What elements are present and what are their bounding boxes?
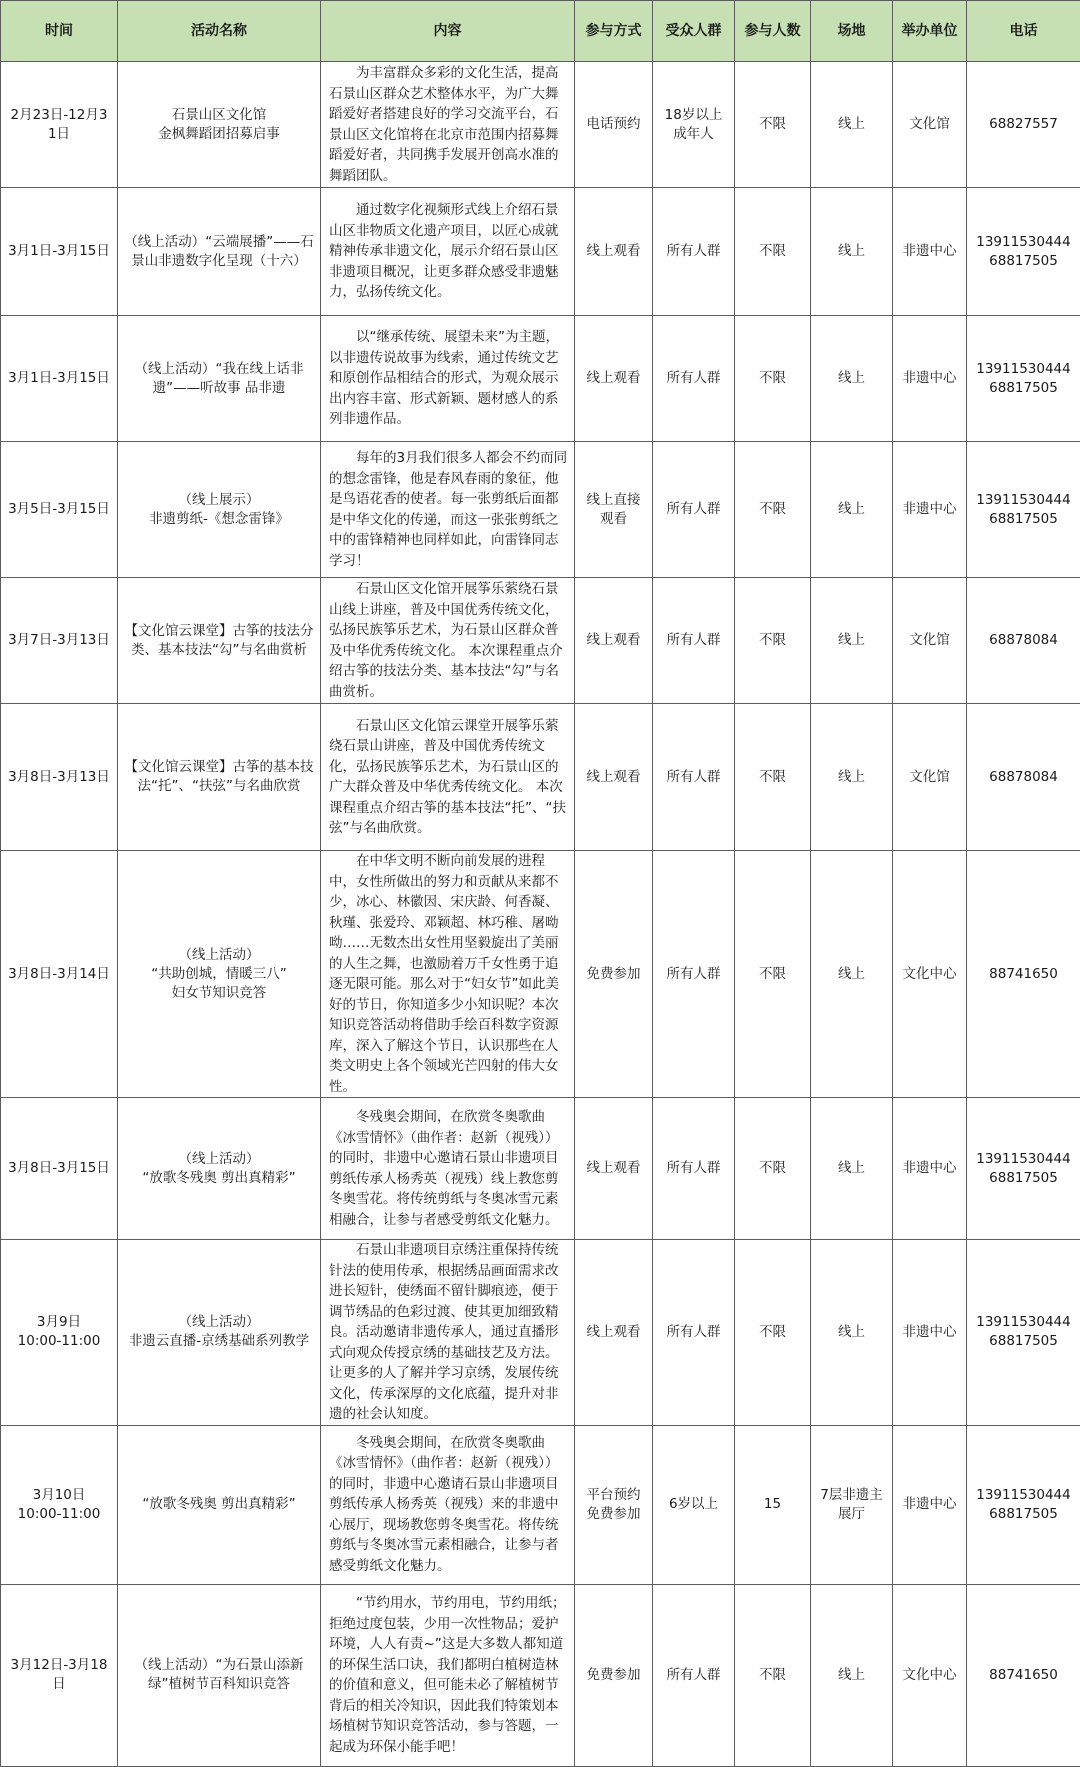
cell-mode: 线上观看 (575, 578, 653, 704)
cell-venue: 线上 (811, 851, 893, 1098)
cell-name: 石景山区文化馆 金枫舞蹈团招募启事 (118, 62, 321, 188)
cell-audience: 所有人群 (653, 1584, 735, 1766)
col-header-phone: 电话 (967, 1, 1080, 62)
cell-mode: 电话预约 (575, 62, 653, 188)
cell-audience: 所有人群 (653, 1098, 735, 1240)
cell-audience: 所有人群 (653, 1240, 735, 1426)
cell-time: 3月7日-3月13日 (1, 578, 118, 704)
cell-time: 3月10日 10:00-11:00 (1, 1425, 118, 1584)
cell-content: 冬残奥会期间，在欣赏冬奥歌曲《冰雪情怀》（曲作者：赵新（视残））的同时，非遗中心邀请石景山非遗项目剪纸传承人杨秀英（视残）线上教您剪冬奥雪花。将传统剪纸与冬奥冰雪元素相融合，让参与者感受剪纸文化魅力。 (321, 1098, 575, 1240)
cell-mode: 线上观看 (575, 316, 653, 442)
cell-content: 在中华文明不断向前发展的进程中，女性所做出的努力和贡献从来都不少，冰心、林徽因、宋庆龄、何香凝、秋瑾、张爱玲、邓颖超、林巧稚、屠呦呦……无数杰出女性用坚毅旋出了美丽的人生之舞，也激励着万千女性勇于追逐无限可能。那么对于“妇女节”如此美好的节日，你知道多少小知识呢？本次知识竞答活动将借助手绘百科数字资源库，深入了解这个节日，认识那些在人类文明史上各个领域光芒四射的伟大女性。 (321, 851, 575, 1098)
header-row (1, 1, 1080, 62)
col-header-mode: 参与方式 (575, 1, 653, 62)
cell-mode: 线上观看 (575, 1098, 653, 1240)
col-header-venue: 场地 (811, 1, 893, 62)
cell-phone: 13911530444 68817505 (967, 1425, 1080, 1584)
cell-mode: 免费参加 (575, 851, 653, 1098)
cell-audience: 所有人群 (653, 188, 735, 316)
cell-content: 每年的3月我们很多人都会不约而同的想念雷锋，他是春风春雨的象征，他是鸟语花香的使者。每一张剪纸后面都是中华文化的传递，而这一张张剪纸之中的雷锋精神也同样如此，向雷锋同志学习！ (321, 442, 575, 578)
cell-name: （线上活动） “放歌冬残奥 剪出真精彩” (118, 1098, 321, 1240)
cell-time: 3月1日-3月15日 (1, 316, 118, 442)
cell-count: 不限 (735, 704, 811, 851)
cell-audience: 所有人群 (653, 316, 735, 442)
cell-content: 通过数字化视频形式线上介绍石景山区非物质文化遗产项目，以匠心成就精神传承非遗文化，展示介绍石景山区非遗项目概况，让更多群众感受非遗魅力，弘扬传统文化。 (321, 188, 575, 316)
cell-count: 不限 (735, 1240, 811, 1426)
cell-host: 文化馆 (893, 62, 967, 188)
cell-phone: 88741650 (967, 1584, 1080, 1766)
cell-count: 不限 (735, 442, 811, 578)
cell-audience: 所有人群 (653, 442, 735, 578)
table-row (1, 62, 1080, 188)
cell-phone: 13911530444 68817505 (967, 1240, 1080, 1426)
cell-time: 3月9日 10:00-11:00 (1, 1240, 118, 1426)
col-header-count: 参与人数 (735, 1, 811, 62)
table-row (1, 1240, 1080, 1426)
cell-time: 3月12日-3月18日 (1, 1584, 118, 1766)
cell-count: 不限 (735, 62, 811, 188)
cell-mode: 免费参加 (575, 1584, 653, 1766)
cell-venue: 线上 (811, 188, 893, 316)
cell-venue: 线上 (811, 316, 893, 442)
cell-count: 不限 (735, 1584, 811, 1766)
cell-name: （线上活动）“我在线上话非遗”——听故事 品非遗 (118, 316, 321, 442)
cell-content: 石景山区文化馆开展筝乐萦绕石景山线上讲座，普及中国优秀传统文化，弘扬民族筝乐艺术，为石景山区群众普及中华优秀传统文化。 本次课程重点介绍古筝的技法分类、基本技法“勾”与名曲赏析。 (321, 578, 575, 704)
cell-host: 文化中心 (893, 1584, 967, 1766)
cell-name: （线上展示） 非遗剪纸-《想念雷锋》 (118, 442, 321, 578)
cell-content: 以“继承传统、展望未来”为主题，以非遗传说故事为线索，通过传统文艺和原创作品相结合的形式，为观众展示出内容丰富、形式新颖、题材感人的系列非遗作品。 (321, 316, 575, 442)
cell-audience: 所有人群 (653, 704, 735, 851)
cell-time: 3月8日-3月15日 (1, 1098, 118, 1240)
table-row (1, 704, 1080, 851)
cell-count: 不限 (735, 1098, 811, 1240)
table-row (1, 188, 1080, 316)
cell-content: “节约用水，节约用电，节约用纸；拒绝过度包装，少用一次性物品；爱护环境，人人有责~”这是大多数人都知道的环保生活口诀，我们都明白植树造林的价值和意义，但可能未必了解植树节背后的相关冷知识，因此我们特策划本场植树节知识竞答活动，参与答题，一起成为环保小能手吧！ (321, 1584, 575, 1766)
cell-name: 【文化馆云课堂】古筝的技法分类、基本技法“勾”与名曲赏析 (118, 578, 321, 704)
table-row (1, 1425, 1080, 1584)
table-row (1, 1584, 1080, 1766)
cell-audience: 6岁以上 (653, 1425, 735, 1584)
cell-venue: 线上 (811, 578, 893, 704)
cell-name: （线上活动） “共助创城，情暖三八” 妇女节知识竞答 (118, 851, 321, 1098)
col-header-audience: 受众人群 (653, 1, 735, 62)
cell-phone: 13911530444 68817505 (967, 188, 1080, 316)
cell-venue: 线上 (811, 62, 893, 188)
cell-audience: 所有人群 (653, 578, 735, 704)
col-header-time: 时间 (1, 1, 118, 62)
cell-host: 文化中心 (893, 851, 967, 1098)
cell-mode: 线上观看 (575, 188, 653, 316)
cell-name: （线上活动）“云端展播”——石景山非遗数字化呈现（十六） (118, 188, 321, 316)
cell-host: 非遗中心 (893, 1425, 967, 1584)
cell-time: 3月8日-3月14日 (1, 851, 118, 1098)
cell-phone: 88741650 (967, 851, 1080, 1098)
table-row (1, 851, 1080, 1098)
cell-mode: 线上直接观看 (575, 442, 653, 578)
cell-time: 3月8日-3月13日 (1, 704, 118, 851)
cell-mode: 平台预约 免费参加 (575, 1425, 653, 1584)
cell-phone: 13911530444 68817505 (967, 316, 1080, 442)
col-header-content: 内容 (321, 1, 575, 62)
col-header-name: 活动名称 (118, 1, 321, 62)
cell-content: 石景山区文化馆云课堂开展筝乐萦绕石景山讲座，普及中国优秀传统文化，弘扬民族筝乐艺术，为石景山区的广大群众普及中华优秀传统文化。 本次课程重点介绍古筝的基本技法“托”、“扶弦”与名曲欣赏。 (321, 704, 575, 851)
cell-venue: 线上 (811, 1098, 893, 1240)
cell-time: 3月1日-3月15日 (1, 188, 118, 316)
cell-host: 非遗中心 (893, 188, 967, 316)
cell-content: 石景山非遗项目京绣注重保持传统针法的使用传承，根据绣品画面需求改进长短针，使绣面不留针脚痕迹，便于调节绣品的色彩过渡、使其更加细致精良。活动邀请非遗传承人，通过直播形式向观众传授京绣的基础技艺及方法。让更多的人了解并学习京绣，发展传统文化，传承深厚的文化底蕴，提升对非遗的社会认知度。 (321, 1240, 575, 1426)
cell-mode: 线上观看 (575, 1240, 653, 1426)
cell-count: 不限 (735, 188, 811, 316)
table-row (1, 442, 1080, 578)
table-row (1, 316, 1080, 442)
cell-phone: 13911530444 68817505 (967, 1098, 1080, 1240)
cell-host: 非遗中心 (893, 1098, 967, 1240)
cell-venue: 7层非遗主展厅 (811, 1425, 893, 1584)
cell-audience: 18岁以上成年人 (653, 62, 735, 188)
cell-name: 【文化馆云课堂】古筝的基本技法“托”、“扶弦”与名曲欣赏 (118, 704, 321, 851)
cell-count: 不限 (735, 316, 811, 442)
cell-audience: 所有人群 (653, 851, 735, 1098)
cell-mode: 线上观看 (575, 704, 653, 851)
cell-phone: 68827557 (967, 62, 1080, 188)
cell-phone: 68878084 (967, 578, 1080, 704)
cell-host: 文化馆 (893, 704, 967, 851)
table-row (1, 1098, 1080, 1240)
cell-venue: 线上 (811, 1240, 893, 1426)
cell-venue: 线上 (811, 1584, 893, 1766)
cell-host: 文化馆 (893, 578, 967, 704)
cell-venue: 线上 (811, 442, 893, 578)
cell-host: 非遗中心 (893, 1240, 967, 1426)
cell-time: 2月23日-12月31日 (1, 62, 118, 188)
col-header-host: 举办单位 (893, 1, 967, 62)
cell-phone: 68878084 (967, 704, 1080, 851)
cell-content: 为丰富群众多彩的文化生活，提高石景山区群众艺术整体水平，为广大舞蹈爱好者搭建良好的学习交流平台，石景山区文化馆将在北京市范围内招募舞蹈爱好者，共同携手发展开创高水准的舞蹈团队。 (321, 62, 575, 188)
cell-content: 冬残奥会期间，在欣赏冬奥歌曲《冰雪情怀》（曲作者：赵新（视残））的同时，非遗中心邀请石景山非遗项目剪纸传承人杨秀英（视残）来的非遗中心展厅，现场教您剪冬奥雪花。将传统剪纸与冬奥冰雪元素相融合，让参与者感受剪纸文化魅力。 (321, 1425, 575, 1584)
cell-name: “放歌冬残奥 剪出真精彩” (118, 1425, 321, 1584)
cell-name: （线上活动）“为石景山添新绿”植树节百科知识竞答 (118, 1584, 321, 1766)
table-row (1, 578, 1080, 704)
cell-count: 不限 (735, 578, 811, 704)
cell-host: 非遗中心 (893, 316, 967, 442)
cell-count: 不限 (735, 851, 811, 1098)
cell-time: 3月5日-3月15日 (1, 442, 118, 578)
cell-venue: 线上 (811, 704, 893, 851)
cell-host: 非遗中心 (893, 442, 967, 578)
cell-name: （线上活动） 非遗云直播-京绣基础系列教学 (118, 1240, 321, 1426)
cell-count: 15 (735, 1425, 811, 1584)
cell-phone: 13911530444 68817505 (967, 442, 1080, 578)
